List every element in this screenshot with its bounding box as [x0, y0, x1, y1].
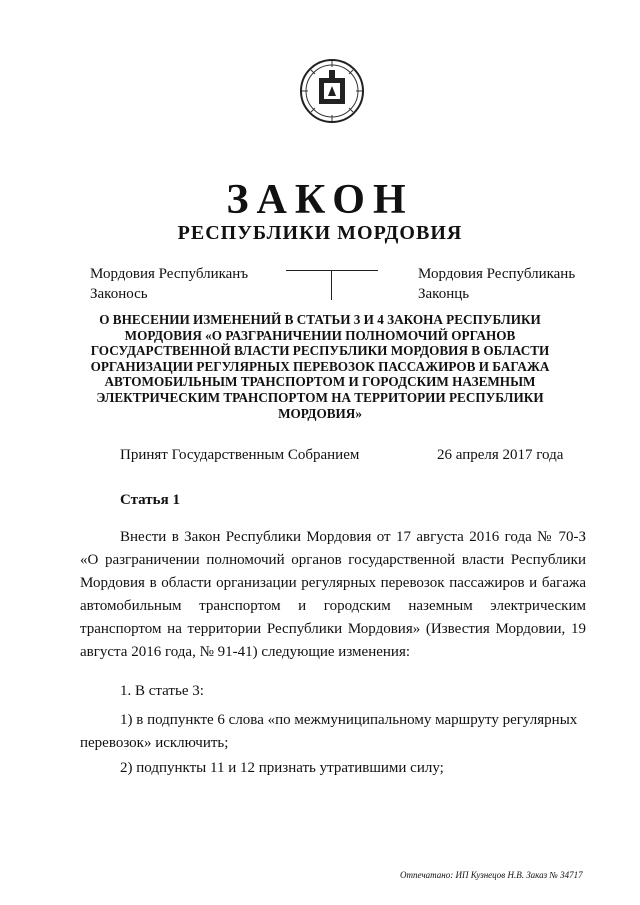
print-footer: Отпечатано: ИП Кузнецов Н.В. Заказ № 34717	[400, 870, 583, 880]
moksha-title-block	[90, 264, 248, 304]
article-title: Статья 1	[120, 492, 180, 508]
item-1-2: 2) подпункты 11 и 12 признать утратившими силу;	[120, 760, 444, 776]
paragraph-1: Внести в Закон Республики Мордовия от 17 августа 2016 года № 70-З «О разграничении полномочий органов государственной власти Республики Мордовия в области организации регулярных перевозок пассажиров и багажа автомобильным транспортом и городским наземным электрическим транспортом на территории Республики Мордовия» (Известия Мордовии, 19 августа 2016 года, № 91-41) следующие изменения:	[80, 529, 586, 660]
header-divider	[286, 270, 378, 300]
law-title: ЗАКОН	[226, 177, 414, 223]
law-subtitle: РЕСПУБЛИКИ МОРДОВИЯ	[177, 222, 463, 244]
erzya-line-2: Законць	[418, 286, 470, 302]
item-1: 1. В статье 3:	[120, 683, 204, 699]
adopted-date: 26 апреля 2017 года	[437, 447, 564, 463]
item-1-1: 1) в подпункте 6 слова «по межмуниципальному маршруту регулярных перевозок» исключить;	[80, 712, 578, 751]
erzya-title-block	[418, 264, 575, 304]
moksha-line-1: Мордовия Республиканъ	[90, 266, 249, 282]
coat-of-arms-emblem	[299, 58, 365, 124]
erzya-line-1: Мордовия Республикань	[418, 266, 576, 282]
law-heading: О ВНЕСЕНИИ ИЗМЕНЕНИЙ В СТАТЬИ 3 И 4 ЗАКОНА РЕСПУБЛИКИ МОРДОВИЯ «О РАЗГРАНИЧЕНИИ ПОЛНОМОЧИЙ ОРГАНОВ ГОСУДАРСТВЕННОЙ ВЛАСТИ РЕСПУБЛИКИ МОРДОВИЯ В ОБЛАСТИ ОРГАНИЗАЦИИ РЕГУЛЯРНЫХ ПЕРЕВОЗОК ПАССАЖИРОВ И БАГАЖА АВТОМОБИЛЬНЫМ ТРАНСПОРТОМ И ГОРОДСКИМ НАЗЕМНЫМ ЭЛЕКТРИЧЕСКИМ ТРАНСПОРТОМ НА ТЕРРИТОРИИ РЕСПУБЛИКИ МОРДОВИЯ»	[90, 312, 550, 421]
adopted-by: Принят Государственным Собранием	[120, 447, 360, 463]
moksha-line-2: Законось	[90, 286, 148, 302]
